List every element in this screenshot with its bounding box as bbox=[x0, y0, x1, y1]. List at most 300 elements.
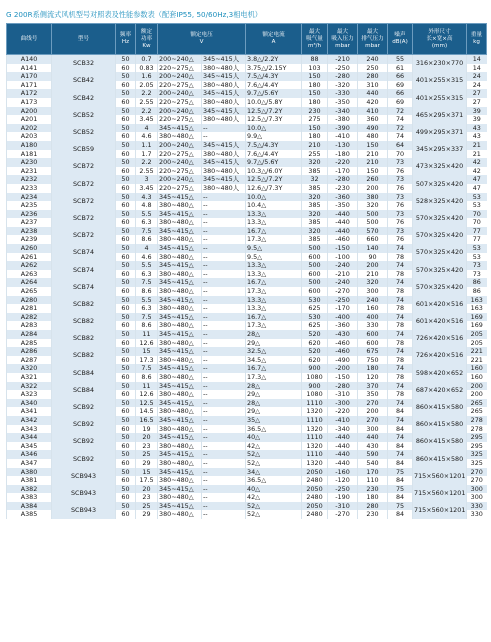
cell-pressure: 200 bbox=[358, 261, 388, 270]
cell-air: 2480 bbox=[302, 493, 328, 502]
cell-freq: 60 bbox=[116, 64, 136, 73]
cell-power: 7.5 bbox=[136, 227, 158, 236]
cell-freq: 60 bbox=[116, 510, 136, 519]
cell-curve: A238 bbox=[7, 227, 52, 236]
cell-voltage-star: -- bbox=[202, 304, 246, 313]
cell-power: 25 bbox=[136, 502, 158, 511]
cell-voltage-star: -- bbox=[202, 321, 246, 330]
cell-voltage-delta: 380~480△ bbox=[158, 356, 202, 365]
table-row bbox=[7, 382, 487, 391]
cell-freq: 60 bbox=[116, 304, 136, 313]
cell-voltage-delta: 380~480△ bbox=[158, 390, 202, 399]
cell-weight: 265 bbox=[467, 407, 487, 416]
cell-suction: -320 bbox=[328, 81, 358, 90]
cell-power: 23 bbox=[136, 493, 158, 502]
cell-voltage-star: -- bbox=[202, 364, 246, 373]
cell-freq: 50 bbox=[116, 485, 136, 494]
cell-pressure: 430 bbox=[358, 442, 388, 451]
cell-pressure: 150 bbox=[358, 141, 388, 150]
cell-suction: -300 bbox=[328, 399, 358, 408]
cell-air: 320 bbox=[302, 158, 328, 167]
cell-suction: -440 bbox=[328, 218, 358, 227]
cell-dims: 528×325×420 bbox=[413, 193, 467, 210]
cell-power: 11 bbox=[136, 330, 158, 339]
cell-voltage-star: -- bbox=[202, 244, 246, 253]
cell-power: 16.5 bbox=[136, 416, 158, 425]
cell-freq: 60 bbox=[116, 218, 136, 227]
cell-curve: A265 bbox=[7, 287, 52, 296]
cell-noise: 84 bbox=[388, 442, 413, 451]
cell-weight: 221 bbox=[467, 356, 487, 365]
cell-voltage-delta: 345~415△ bbox=[158, 261, 202, 270]
cell-voltage-star: 380~480人 bbox=[202, 150, 246, 159]
cell-voltage-star: 345~415人 bbox=[202, 107, 246, 116]
cell-suction: -310 bbox=[328, 502, 358, 511]
spec-table bbox=[6, 23, 487, 519]
header-dims: 外形尺寸 长×宽×高 (mm) bbox=[413, 24, 467, 55]
cell-current: 9.9△ bbox=[246, 132, 302, 141]
cell-voltage-star: -- bbox=[202, 124, 246, 133]
cell-air: 210 bbox=[302, 141, 328, 150]
cell-pressure: 160 bbox=[358, 304, 388, 313]
cell-noise: 76 bbox=[388, 167, 413, 176]
cell-power: 2.2 bbox=[136, 158, 158, 167]
cell-curve: A321 bbox=[7, 373, 52, 382]
cell-power: 4.3 bbox=[136, 193, 158, 202]
cell-voltage-star: -- bbox=[202, 433, 246, 442]
cell-model: SCB82 bbox=[52, 313, 116, 330]
cell-power: 5.5 bbox=[136, 261, 158, 270]
cell-power: 7.5 bbox=[136, 364, 158, 373]
cell-voltage-star: -- bbox=[202, 330, 246, 339]
cell-suction: -120 bbox=[328, 476, 358, 485]
header-model: 型号 bbox=[52, 24, 116, 55]
cell-power: 6.3 bbox=[136, 270, 158, 279]
cell-freq: 60 bbox=[116, 150, 136, 159]
cell-freq: 60 bbox=[116, 270, 136, 279]
cell-noise: 73 bbox=[388, 193, 413, 202]
cell-air: 1110 bbox=[302, 416, 328, 425]
cell-air: 275 bbox=[302, 115, 328, 124]
cell-model: SCB943 bbox=[52, 468, 116, 485]
table-row bbox=[7, 364, 487, 373]
cell-pressure: 420 bbox=[358, 98, 388, 107]
cell-model: SCB92 bbox=[52, 433, 116, 450]
cell-weight: 300 bbox=[467, 485, 487, 494]
cell-current: 34.5△ bbox=[246, 356, 302, 365]
cell-curve: A385 bbox=[7, 510, 52, 519]
cell-pressure: 240 bbox=[358, 296, 388, 305]
cell-noise: 75 bbox=[388, 485, 413, 494]
cell-freq: 50 bbox=[116, 141, 136, 150]
cell-suction: -150 bbox=[328, 244, 358, 253]
cell-power: 6.3 bbox=[136, 304, 158, 313]
cell-power: 4 bbox=[136, 124, 158, 133]
cell-weight: 205 bbox=[467, 339, 487, 348]
cell-suction: -460 bbox=[328, 347, 358, 356]
cell-power: 11 bbox=[136, 382, 158, 391]
cell-freq: 50 bbox=[116, 416, 136, 425]
cell-freq: 50 bbox=[116, 399, 136, 408]
cell-suction: -250 bbox=[328, 296, 358, 305]
cell-current: 10.4△ bbox=[246, 201, 302, 210]
cell-freq: 50 bbox=[116, 313, 136, 322]
cell-weight: 270 bbox=[467, 468, 487, 477]
cell-power: 17.3 bbox=[136, 356, 158, 365]
cell-suction: -330 bbox=[328, 89, 358, 98]
cell-curve: A181 bbox=[7, 150, 52, 159]
cell-voltage-star: -- bbox=[202, 416, 246, 425]
cell-noise: 74 bbox=[388, 313, 413, 322]
cell-curve: A347 bbox=[7, 459, 52, 468]
cell-model: SCB72 bbox=[52, 227, 116, 244]
cell-voltage-star: -- bbox=[202, 425, 246, 434]
table-row bbox=[7, 450, 487, 459]
cell-pressure: 90 bbox=[358, 253, 388, 262]
table-row bbox=[7, 141, 487, 150]
cell-air: 320 bbox=[302, 193, 328, 202]
cell-air: 1320 bbox=[302, 407, 328, 416]
cell-air: 1110 bbox=[302, 450, 328, 459]
cell-suction: -400 bbox=[328, 313, 358, 322]
cell-power: 0.83 bbox=[136, 64, 158, 73]
cell-air: 180 bbox=[302, 81, 328, 90]
header-current: 额定电流 A bbox=[246, 24, 302, 55]
cell-air: 1320 bbox=[302, 425, 328, 434]
cell-dims: 601×420×516 bbox=[413, 313, 467, 330]
cell-freq: 60 bbox=[116, 98, 136, 107]
cell-freq: 50 bbox=[116, 89, 136, 98]
cell-suction: -280 bbox=[328, 72, 358, 81]
cell-dims: 860×415×580 bbox=[413, 416, 467, 433]
cell-voltage-star: -- bbox=[202, 278, 246, 287]
cell-weight: 265 bbox=[467, 399, 487, 408]
cell-freq: 50 bbox=[116, 450, 136, 459]
cell-power: 12.6 bbox=[136, 390, 158, 399]
cell-power: 2.55 bbox=[136, 167, 158, 176]
cell-noise: 66 bbox=[388, 72, 413, 81]
header-curve: 曲线号 bbox=[7, 24, 52, 55]
cell-noise: 78 bbox=[388, 373, 413, 382]
cell-model: SCB72 bbox=[52, 175, 116, 192]
cell-curve: A201 bbox=[7, 115, 52, 124]
table-row bbox=[7, 193, 487, 202]
cell-power: 15 bbox=[136, 468, 158, 477]
cell-voltage-delta: 200~240△ bbox=[158, 158, 202, 167]
cell-voltage-delta: 380~480△ bbox=[158, 287, 202, 296]
cell-curve: A342 bbox=[7, 416, 52, 425]
cell-voltage-star: -- bbox=[202, 502, 246, 511]
cell-freq: 50 bbox=[116, 227, 136, 236]
cell-current: 9.5△ bbox=[246, 253, 302, 262]
cell-suction: -410 bbox=[328, 416, 358, 425]
cell-freq: 60 bbox=[116, 201, 136, 210]
cell-voltage-star: -- bbox=[202, 313, 246, 322]
cell-air: 625 bbox=[302, 304, 328, 313]
cell-weight: 221 bbox=[467, 347, 487, 356]
cell-dims: 860×415×580 bbox=[413, 433, 467, 450]
cell-voltage-star: 380~480人 bbox=[202, 64, 246, 73]
cell-power: 1.7 bbox=[136, 150, 158, 159]
table-row bbox=[7, 55, 487, 64]
cell-voltage-star: 380~480人 bbox=[202, 98, 246, 107]
cell-suction: -230 bbox=[328, 184, 358, 193]
cell-voltage-star: -- bbox=[202, 218, 246, 227]
cell-current: 34△ bbox=[246, 468, 302, 477]
cell-weight: 21 bbox=[467, 141, 487, 150]
cell-voltage-star: 345~415人 bbox=[202, 89, 246, 98]
cell-current: 10.3△/6.0Y bbox=[246, 167, 302, 176]
table-row bbox=[7, 347, 487, 356]
cell-air: 150 bbox=[302, 89, 328, 98]
cell-suction: -410 bbox=[328, 132, 358, 141]
cell-voltage-delta: 380~480△ bbox=[158, 132, 202, 141]
cell-noise: 84 bbox=[388, 510, 413, 519]
cell-pressure: 230 bbox=[358, 510, 388, 519]
cell-suction: -350 bbox=[328, 98, 358, 107]
table-row bbox=[7, 296, 487, 305]
cell-current: 13.3△ bbox=[246, 261, 302, 270]
cell-current: 16.7△ bbox=[246, 364, 302, 373]
cell-noise: 74 bbox=[388, 115, 413, 124]
cell-current: 13.3△ bbox=[246, 296, 302, 305]
cell-dims: 473×325×420 bbox=[413, 158, 467, 175]
cell-noise: 74 bbox=[388, 450, 413, 459]
cell-voltage-delta: 345~415△ bbox=[158, 313, 202, 322]
cell-voltage-star: 345~415人 bbox=[202, 55, 246, 64]
table-row bbox=[7, 72, 487, 81]
cell-voltage-delta: 380~480△ bbox=[158, 442, 202, 451]
cell-curve: A320 bbox=[7, 364, 52, 373]
cell-weight: 77 bbox=[467, 227, 487, 236]
cell-power: 8.6 bbox=[136, 321, 158, 330]
cell-curve: A340 bbox=[7, 399, 52, 408]
cell-freq: 50 bbox=[116, 468, 136, 477]
cell-voltage-delta: 345~415△ bbox=[158, 364, 202, 373]
cell-air: 320 bbox=[302, 227, 328, 236]
cell-freq: 50 bbox=[116, 278, 136, 287]
cell-noise: 78 bbox=[388, 356, 413, 365]
cell-curve: A261 bbox=[7, 253, 52, 262]
cell-power: 14.5 bbox=[136, 407, 158, 416]
cell-suction: -190 bbox=[328, 493, 358, 502]
cell-weight: 325 bbox=[467, 459, 487, 468]
cell-freq: 60 bbox=[116, 253, 136, 262]
cell-voltage-delta: 380~480△ bbox=[158, 476, 202, 485]
cell-current: 52△ bbox=[246, 510, 302, 519]
cell-weight: 47 bbox=[467, 184, 487, 193]
cell-noise: 74 bbox=[388, 244, 413, 253]
cell-current: 17.3△ bbox=[246, 287, 302, 296]
cell-power: 5.5 bbox=[136, 296, 158, 305]
cell-curve: A345 bbox=[7, 442, 52, 451]
cell-voltage-star: 345~415人 bbox=[202, 175, 246, 184]
cell-current: 10.0△ bbox=[246, 124, 302, 133]
table-row bbox=[7, 227, 487, 236]
cell-curve: A286 bbox=[7, 347, 52, 356]
cell-voltage-delta: 380~480△ bbox=[158, 459, 202, 468]
cell-noise: 69 bbox=[388, 98, 413, 107]
cell-power: 2.05 bbox=[136, 81, 158, 90]
cell-suction: -160 bbox=[328, 468, 358, 477]
cell-noise: 74 bbox=[388, 296, 413, 305]
cell-freq: 60 bbox=[116, 442, 136, 451]
cell-freq: 60 bbox=[116, 81, 136, 90]
cell-air: 2480 bbox=[302, 476, 328, 485]
cell-current: 17.3△ bbox=[246, 235, 302, 244]
cell-current: 28△ bbox=[246, 330, 302, 339]
cell-current: 28△ bbox=[246, 399, 302, 408]
cell-pressure: 480 bbox=[358, 132, 388, 141]
cell-freq: 50 bbox=[116, 330, 136, 339]
cell-suction: -440 bbox=[328, 227, 358, 236]
cell-weight: 205 bbox=[467, 330, 487, 339]
cell-voltage-delta: 345~415△ bbox=[158, 124, 202, 133]
cell-curve: A341 bbox=[7, 407, 52, 416]
cell-suction: -340 bbox=[328, 107, 358, 116]
cell-dims: 401×255×315 bbox=[413, 72, 467, 89]
cell-power: 8.6 bbox=[136, 373, 158, 382]
cell-air: 32 bbox=[302, 175, 328, 184]
cell-freq: 50 bbox=[116, 433, 136, 442]
cell-air: 530 bbox=[302, 296, 328, 305]
cell-pressure: 300 bbox=[358, 425, 388, 434]
cell-noise: 78 bbox=[388, 253, 413, 262]
cell-weight: 330 bbox=[467, 510, 487, 519]
cell-voltage-delta: 380~480△ bbox=[158, 321, 202, 330]
cell-pressure: 330 bbox=[358, 321, 388, 330]
cell-noise: 75 bbox=[388, 502, 413, 511]
cell-current: 29△ bbox=[246, 407, 302, 416]
cell-weight: 160 bbox=[467, 373, 487, 382]
cell-voltage-delta: 345~415△ bbox=[158, 416, 202, 425]
cell-curve: A260 bbox=[7, 244, 52, 253]
table-row bbox=[7, 107, 487, 116]
cell-weight: 43 bbox=[467, 132, 487, 141]
cell-model: SCB84 bbox=[52, 382, 116, 399]
cell-noise: 73 bbox=[388, 158, 413, 167]
cell-voltage-star: 380~480人 bbox=[202, 115, 246, 124]
cell-power: 7.5 bbox=[136, 313, 158, 322]
cell-suction: -460 bbox=[328, 339, 358, 348]
cell-curve: A283 bbox=[7, 321, 52, 330]
cell-pressure: 200 bbox=[358, 184, 388, 193]
cell-noise: 70 bbox=[388, 150, 413, 159]
cell-voltage-delta: 345~415△ bbox=[158, 244, 202, 253]
cell-suction: -150 bbox=[328, 373, 358, 382]
cell-power: 2.2 bbox=[136, 107, 158, 116]
cell-pressure: 660 bbox=[358, 235, 388, 244]
cell-noise: 69 bbox=[388, 81, 413, 90]
cell-air: 520 bbox=[302, 347, 328, 356]
cell-model: SCB52 bbox=[52, 124, 116, 141]
cell-freq: 60 bbox=[116, 459, 136, 468]
cell-curve: A235 bbox=[7, 201, 52, 210]
cell-model: SCB74 bbox=[52, 278, 116, 295]
cell-weight: 14 bbox=[467, 55, 487, 64]
cell-weight: 27 bbox=[467, 89, 487, 98]
cell-curve: A233 bbox=[7, 184, 52, 193]
cell-current: 35△ bbox=[246, 416, 302, 425]
cell-freq: 60 bbox=[116, 235, 136, 244]
cell-noise: 76 bbox=[388, 218, 413, 227]
cell-voltage-delta: 220~275△ bbox=[158, 81, 202, 90]
cell-voltage-delta: 345~415△ bbox=[158, 382, 202, 391]
cell-suction: -490 bbox=[328, 356, 358, 365]
cell-current: 28△ bbox=[246, 382, 302, 391]
cell-weight: 53 bbox=[467, 253, 487, 262]
cell-current: 3.8△/2.2Y bbox=[246, 55, 302, 64]
cell-current: 10.0△/5.8Y bbox=[246, 98, 302, 107]
cell-suction: -210 bbox=[328, 55, 358, 64]
cell-noise: 74 bbox=[388, 330, 413, 339]
cell-weight: 53 bbox=[467, 193, 487, 202]
cell-noise: 76 bbox=[388, 201, 413, 210]
cell-voltage-delta: 345~415△ bbox=[158, 330, 202, 339]
cell-suction: -440 bbox=[328, 442, 358, 451]
cell-power: 2.55 bbox=[136, 98, 158, 107]
cell-noise: 84 bbox=[388, 459, 413, 468]
cell-voltage-delta: 220~275△ bbox=[158, 115, 202, 124]
cell-voltage-star: -- bbox=[202, 450, 246, 459]
cell-noise: 64 bbox=[388, 141, 413, 150]
cell-model: SCB72 bbox=[52, 210, 116, 227]
cell-weight: 278 bbox=[467, 425, 487, 434]
cell-power: 4.6 bbox=[136, 253, 158, 262]
cell-current: 7.5△/4.3Y bbox=[246, 72, 302, 81]
cell-model: SCB32 bbox=[52, 55, 116, 73]
cell-suction: -250 bbox=[328, 64, 358, 73]
cell-weight: 169 bbox=[467, 321, 487, 330]
cell-weight: 160 bbox=[467, 364, 487, 373]
cell-pressure: 440 bbox=[358, 89, 388, 98]
cell-air: 1320 bbox=[302, 459, 328, 468]
cell-freq: 50 bbox=[116, 175, 136, 184]
cell-voltage-delta: 220~275△ bbox=[158, 64, 202, 73]
cell-voltage-delta: 380~480△ bbox=[158, 425, 202, 434]
cell-noise: 74 bbox=[388, 364, 413, 373]
cell-freq: 60 bbox=[116, 476, 136, 485]
header-air: 最大 吸气量 m³/h bbox=[302, 24, 328, 55]
cell-suction: -270 bbox=[328, 287, 358, 296]
cell-current: 7.6△/4.4Y bbox=[246, 81, 302, 90]
table-row bbox=[7, 313, 487, 322]
cell-freq: 50 bbox=[116, 193, 136, 202]
cell-freq: 50 bbox=[116, 296, 136, 305]
cell-power: 20 bbox=[136, 485, 158, 494]
cell-voltage-delta: 380~480△ bbox=[158, 218, 202, 227]
cell-curve: A180 bbox=[7, 141, 52, 150]
cell-voltage-delta: 380~480△ bbox=[158, 304, 202, 313]
cell-weight: 70 bbox=[467, 218, 487, 227]
cell-pressure: 180 bbox=[358, 364, 388, 373]
cell-model: SCB42 bbox=[52, 72, 116, 89]
cell-curve: A239 bbox=[7, 235, 52, 244]
cell-noise: 73 bbox=[388, 210, 413, 219]
cell-weight: 325 bbox=[467, 450, 487, 459]
cell-pressure: 230 bbox=[358, 485, 388, 494]
cell-pressure: 200 bbox=[358, 407, 388, 416]
cell-curve: A171 bbox=[7, 81, 52, 90]
cell-current: 17.3△ bbox=[246, 321, 302, 330]
cell-voltage-delta: 345~415△ bbox=[158, 399, 202, 408]
header-freq: 频率 Hz bbox=[116, 24, 136, 55]
cell-freq: 60 bbox=[116, 321, 136, 330]
cell-noise: 78 bbox=[388, 304, 413, 313]
cell-pressure: 600 bbox=[358, 339, 388, 348]
cell-model: SCB59 bbox=[52, 141, 116, 158]
cell-dims: 715×560×1201 bbox=[413, 468, 467, 485]
